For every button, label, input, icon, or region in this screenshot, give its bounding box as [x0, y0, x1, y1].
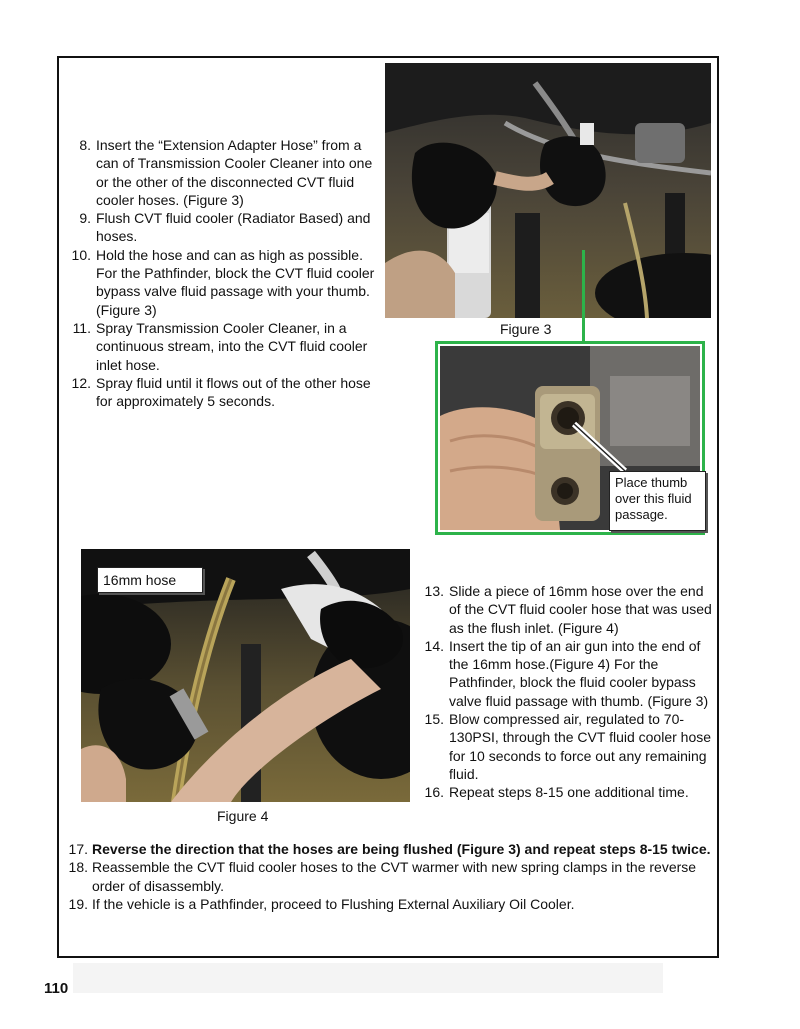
step-item [415, 710, 715, 783]
steps-13-16 [415, 582, 715, 802]
figure4-callout: 16mm hose [97, 567, 203, 593]
step-item [415, 582, 715, 637]
step-item [415, 783, 715, 801]
step-text: Spray Transmission Cooler Cleaner, in a continuous stream, into the CVT fluid cooler inlet hose. [96, 319, 368, 373]
step-item [62, 246, 380, 319]
figure3-caption: Figure 3 [500, 321, 552, 337]
step-number: 8. [79, 137, 91, 153]
step-item [62, 858, 712, 895]
step-item [415, 637, 715, 710]
figure3-connector [582, 250, 585, 342]
step-number: 11. [72, 319, 91, 336]
step-text: Slide a piece of 16mm hose over the end of the CVT fluid cooler hose that was used as the flush inlet. (Figure 4) [449, 583, 712, 636]
page-number: 110 [44, 980, 69, 997]
step-text: Flush CVT fluid cooler (Radiator Based) and hoses. [96, 210, 371, 245]
steps-17-19 [62, 840, 712, 913]
step-number: 16. [424, 784, 444, 801]
figure3-callout: Place thumb over this fluid passage. [609, 471, 706, 531]
step-text: Reassemble the CVT fluid cooler hoses to the CVT warmer with new spring clamps in the reverse order of disassembly. [92, 859, 697, 894]
figure3-photo [385, 63, 711, 318]
step-item [62, 319, 380, 374]
step-item [62, 209, 380, 246]
step-text: Reverse the direction that the hoses are being flushed (Figure 3) and repeat steps 8-15 twice. [92, 841, 711, 857]
step-text: If the vehicle is a Pathfinder, proceed to Flushing External Auxiliary Oil Cooler. [92, 895, 575, 912]
step-item [62, 136, 380, 209]
step-text: Insert the tip of an air gun into the end of the 16mm hose.(Figure 4) For the Pathfinder, block the fluid cooler bypass valve fluid passage with thumb. (Figure 3) [449, 637, 709, 709]
step-number: 10. [71, 246, 91, 263]
step-number: 12. [71, 374, 91, 391]
step-text: Repeat steps 8-15 one additional time. [449, 784, 689, 801]
footer-bar [73, 963, 663, 993]
step-text: Blow compressed air, regulated to 70-130PSI, through the CVT fluid cooler hose for 10 seconds to force out any remaining fluid. [449, 711, 712, 782]
step-text: Hold the hose and can as high as possible. For the Pathfinder, block the CVT fluid cooler bypass valve fluid passage with your thumb. (Figure 3) [96, 246, 375, 318]
step-number: 13. [424, 583, 444, 599]
step-text: Insert the “Extension Adapter Hose” from a can of Transmission Cooler Cleaner into one or the other of the disconnected CVT fluid cooler hoses. (Figure 3) [96, 137, 373, 208]
step-text: Spray fluid until it flows out of the other hose for approximately 5 seconds. [96, 374, 371, 410]
step-number: 18. [68, 859, 88, 876]
step-item [62, 840, 712, 858]
figure4-caption: Figure 4 [217, 808, 269, 824]
steps-8-12 [62, 136, 380, 410]
step-number: 19. [68, 895, 88, 912]
step-item [62, 895, 712, 913]
step-number: 9. [79, 210, 91, 227]
step-item [62, 374, 380, 411]
step-number: 17. [68, 841, 88, 857]
step-number: 15. [424, 711, 444, 728]
step-number: 14. [424, 637, 444, 654]
